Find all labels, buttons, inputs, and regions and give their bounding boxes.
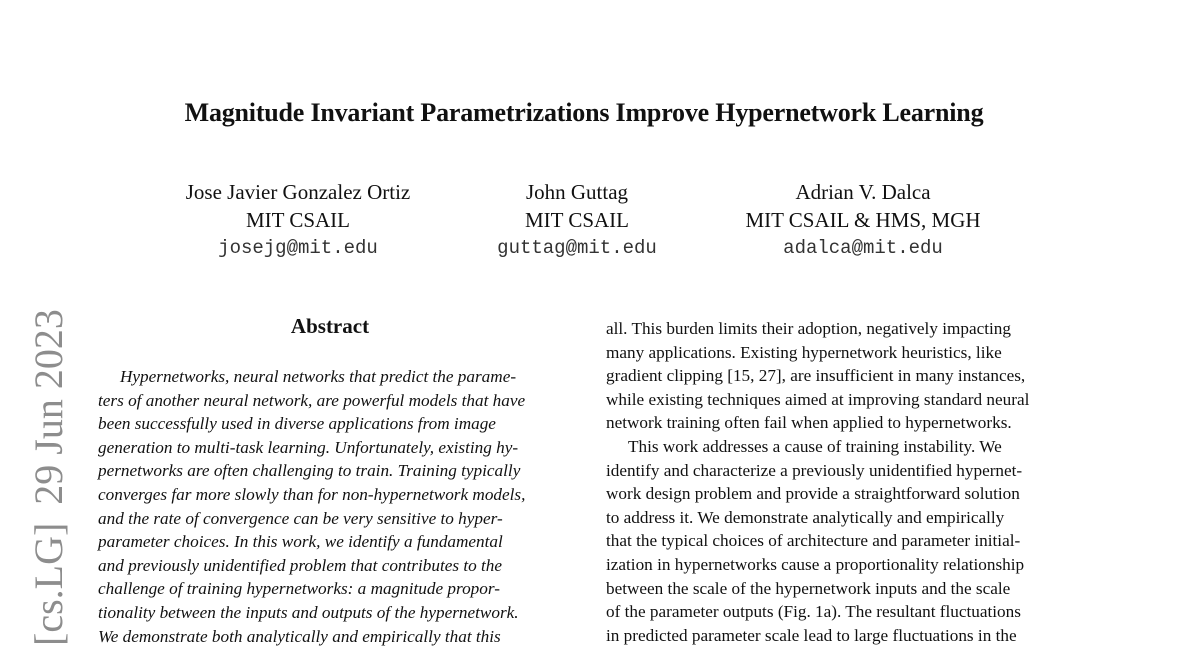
author-affiliation: MIT CSAIL bbox=[524, 208, 630, 232]
arxiv-category: [cs.LG] bbox=[26, 522, 71, 646]
body-line: between the scale of the hypernetwork inputs and the scale bbox=[606, 578, 1011, 598]
author-block bbox=[472, 178, 682, 262]
body-line: work design problem and provide a straightforward solution bbox=[606, 484, 1020, 504]
body-line: gradient clipping [15, 27], are insufficient in many instances, bbox=[606, 366, 1026, 386]
abstract-line: and the rate of convergence can be very sensitive to hyper- bbox=[98, 508, 503, 528]
abstract-heading: Abstract bbox=[290, 314, 370, 338]
abstract-line: converges far more slowly than for non-hypernetwork models, bbox=[98, 484, 526, 504]
author-block bbox=[722, 178, 1004, 262]
author-affiliation: MIT CSAIL & HMS, MGH bbox=[745, 208, 981, 232]
body-line: to address it. We demonstrate analytically and empirically bbox=[606, 507, 1005, 527]
author-block bbox=[160, 178, 436, 262]
arxiv-stamp bbox=[24, 306, 74, 646]
body-line: all. This burden limits their adoption, negatively impacting bbox=[606, 319, 1011, 338]
abstract-line: challenge of training hypernetworks: a magnitude propor- bbox=[98, 579, 500, 599]
body-line: in predicted parameter scale lead to large fluctuations in the bbox=[606, 625, 1017, 645]
abstract-line: generation to multi-task learning. Unfortunately, existing hy- bbox=[98, 437, 519, 457]
author-name: Adrian V. Dalca bbox=[795, 180, 931, 204]
body-line: network training often fail when applied to hypernetworks. bbox=[606, 413, 1012, 433]
paper-title: Magnitude Invariant Parametrizations Improve Hypernetwork Learning bbox=[184, 98, 984, 127]
author-email: adalca@mit.edu bbox=[783, 237, 943, 259]
body-line: many applications. Existing hypernetwork heuristics, like bbox=[606, 342, 1002, 362]
body-line: identify and characterize a previously unidentified hypernet- bbox=[606, 460, 1023, 480]
abstract-line: Hypernetworks, neural networks that predict the parame- bbox=[120, 367, 517, 386]
intro-body bbox=[606, 317, 1072, 647]
body-line: while existing techniques aimed at improving standard neural bbox=[606, 389, 1030, 409]
body-line: This work addresses a cause of training instability. We bbox=[628, 436, 1002, 456]
body-line: of the parameter outputs (Fig. 1a). The resultant fluctuations bbox=[606, 602, 1021, 622]
author-email: josejg@mit.edu bbox=[218, 237, 378, 259]
abstract-line: tionality between the inputs and outputs of the hypernetwork. bbox=[98, 602, 519, 622]
author-email: guttag@mit.edu bbox=[497, 237, 657, 259]
abstract-line: parameter choices. In this work, we identify a fundamental bbox=[98, 532, 503, 552]
abstract-line: been successfully used in diverse applications from image bbox=[98, 414, 496, 434]
abstract-line: We demonstrate both analytically and empirically that this bbox=[98, 626, 501, 646]
abstract-body bbox=[98, 365, 564, 648]
body-line: ization in hypernetworks cause a proportionality relationship bbox=[606, 554, 1025, 574]
body-line: that the typical choices of architecture and parameter initial- bbox=[606, 531, 1021, 551]
arxiv-date: 29 Jun 2023 bbox=[26, 309, 71, 505]
author-name: John Guttag bbox=[525, 180, 629, 204]
abstract-line: pernetworks are often challenging to train. Training typically bbox=[98, 461, 521, 481]
abstract-line: and previously unidentified problem that contributes to the bbox=[98, 555, 503, 575]
abstract-line: ters of another neural network, are powerful models that have bbox=[98, 390, 526, 410]
author-affiliation: MIT CSAIL bbox=[245, 208, 351, 232]
author-name: Jose Javier Gonzalez Ortiz bbox=[185, 180, 411, 204]
